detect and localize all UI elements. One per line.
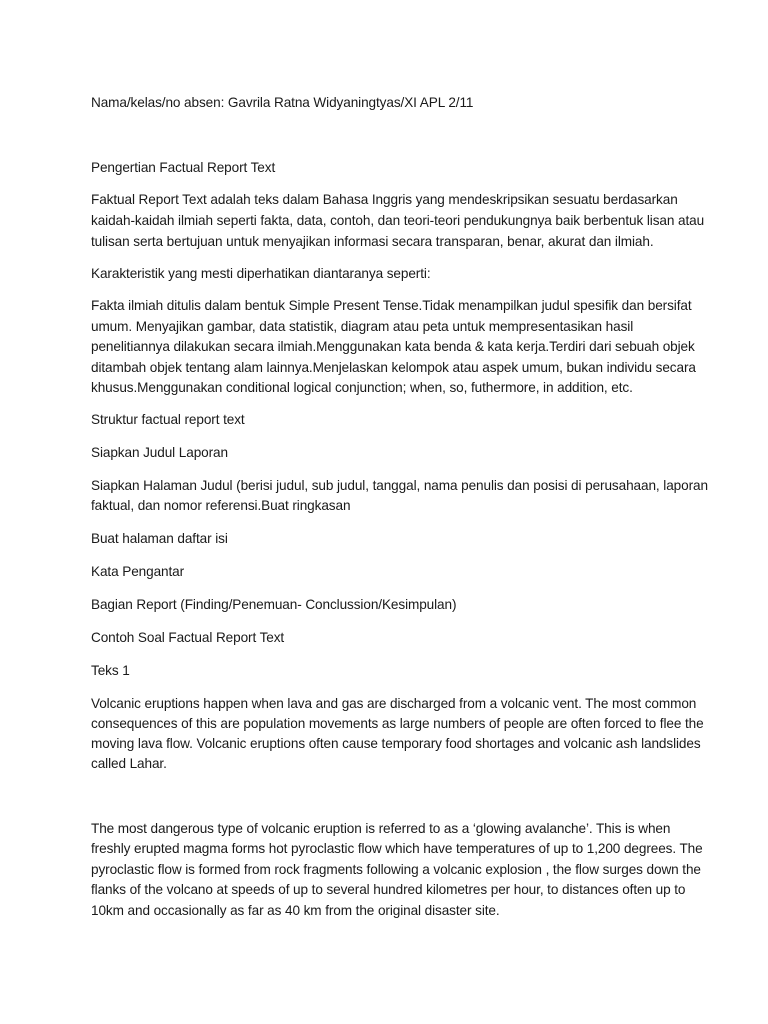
pengertian-line-2: kaidah-kaidah ilmiah seperti fakta, data, contoh, dan teori-teori pendukungnya baik berbentuk lisan atau [91,213,705,228]
struktur-item-bagian-report: Bagian Report (Finding/Penemuan- Conclussion/Kesimpulan) [91,597,457,612]
teks1-para2-line-4: flanks of the volcano at speeds of up to several hundred kilometres per hour, to distances often up to [91,882,686,897]
teks-label: Teks 1 [91,663,130,678]
struktur-item-kata-pengantar: Kata Pengantar [91,564,185,579]
student-info-line: Nama/kelas/no absen: Gavrila Ratna Widyaningtyas/XI APL 2/11 [91,95,474,110]
struktur-heading: Struktur factual report text [91,412,245,427]
struktur-item-halaman-line-2: faktual, dan nomor referensi.Buat ringkasan [91,498,351,513]
karakteristik-line-2: umum. Menyajikan gambar, data statistik, diagram atau peta untuk mempresentasikan hasil [91,319,634,334]
pengertian-line-3: tulisan serta bertujuan untuk menyajikan informasi secara transparan, benar, akurat dan ilmiah. [91,234,654,249]
karakteristik-line-1: Fakta ilmiah ditulis dalam bentuk Simple Present Tense.Tidak menampilkan judul spesifik dan bersifat [91,298,692,313]
karakteristik-intro: Karakteristik yang mesti diperhatikan diantaranya seperti: [91,266,431,281]
teks1-para1-line-3: moving lava flow. Volcanic eruptions often cause temporary food shortages and volcanic ash landslides [91,736,701,751]
karakteristik-line-5: khusus.Menggunakan conditional logical conjunction; when, so, futhermore, in addition, etc. [91,380,633,395]
heading-pengertian: Pengertian Factual Report Text [91,160,276,175]
struktur-item-halaman-line-1: Siapkan Halaman Judul (berisi judul, sub judul, tanggal, nama penulis dan posisi di perusahaan, laporan [91,478,708,493]
struktur-item-daftar-isi: Buat halaman daftar isi [91,531,228,546]
teks1-para1-line-1: Volcanic eruptions happen when lava and gas are discharged from a volcanic vent. The most common [91,696,697,711]
teks1-para2-line-1: The most dangerous type of volcanic eruption is referred to as a ‘glowing avalanche’. This is when [91,821,671,836]
karakteristik-line-4: ditambah objek tentang alam lainnya.Menjelaskan kelompok atau aspek umum, bukan individu secara [91,360,696,375]
teks1-para2-line-5: 10km and occasionally as far as 40 km from the original disaster site. [91,903,500,918]
teks1-para2-line-3: pyroclastic flow is formed from rock fragments following a volcanic explosion , the flow surges down the [91,862,701,877]
teks1-para2-line-2: freshly erupted magma forms hot pyroclastic flow which have temperatures of up to 1,200 degrees. The [91,841,703,856]
teks1-para1-line-2: consequences of this are population movements as large numbers of people are often forced to flee the [91,716,704,731]
pengertian-line-1: Faktual Report Text adalah teks dalam Bahasa Inggris yang mendeskripsikan sesuatu berdasarkan [91,192,678,207]
contoh-heading: Contoh Soal Factual Report Text [91,630,285,645]
karakteristik-line-3: penelitiannya dilakukan secara ilmiah.Menggunakan kata benda & kata kerja.Terdiri dari sebuah objek [91,339,695,354]
struktur-item-judul: Siapkan Judul Laporan [91,445,228,460]
teks1-para1-line-4: called Lahar. [91,756,167,771]
